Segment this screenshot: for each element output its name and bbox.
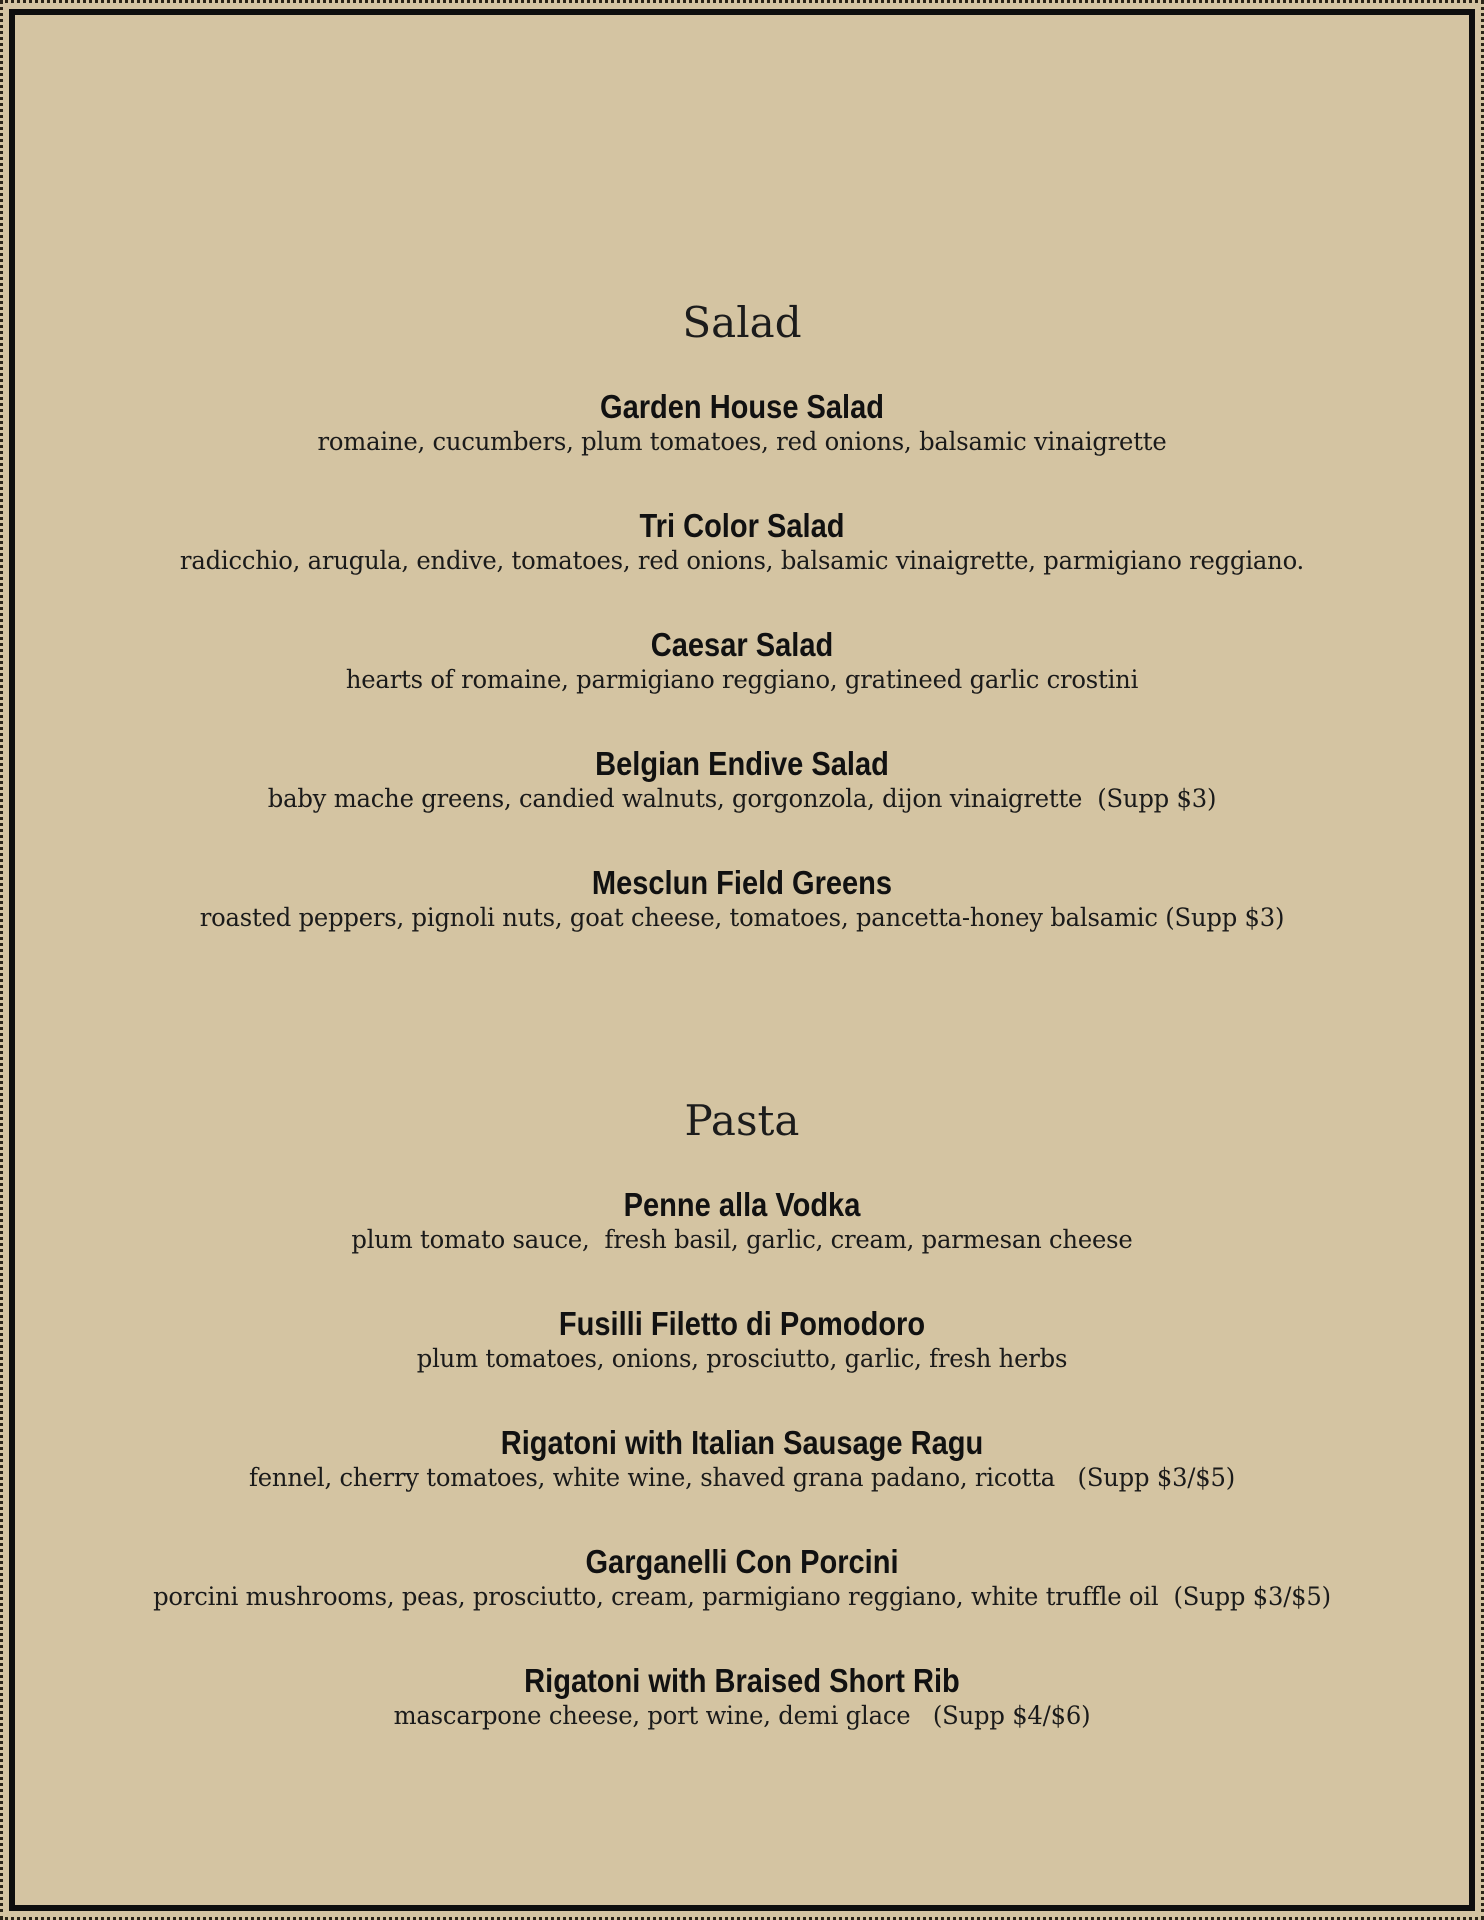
item-description: plum tomato sauce, fresh basil, garlic, cream, parmesan cheese bbox=[351, 1225, 1133, 1254]
item-name: Fusilli Filetto di Pomodoro bbox=[558, 1305, 926, 1342]
menu-item bbox=[0, 1187, 1484, 1306]
item-name: Rigatoni with Braised Short Rib bbox=[524, 1662, 960, 1699]
item-name: Belgian Endive Salad bbox=[595, 745, 889, 782]
item-description: radicchio, arugula, endive, tomatoes, red onions, balsamic vinaigrette, parmigiano reggiano. bbox=[179, 546, 1305, 575]
section-salad bbox=[0, 295, 1484, 984]
menu-items bbox=[0, 1187, 1484, 1782]
item-name: Tri Color Salad bbox=[639, 507, 845, 544]
item-description: baby mache greens, candied walnuts, gorgonzola, dijon vinaigrette (Supp $3) bbox=[267, 784, 1217, 813]
item-description: fennel, cherry tomatoes, white wine, shaved grana padano, ricotta (Supp $3/$5) bbox=[248, 1463, 1236, 1492]
menu-item bbox=[0, 508, 1484, 627]
item-name: Caesar Salad bbox=[650, 626, 834, 663]
section-pasta bbox=[0, 1093, 1484, 1782]
menu-item bbox=[0, 389, 1484, 508]
section-title: Salad bbox=[682, 298, 802, 347]
item-description: plum tomatoes, onions, prosciutto, garlic, fresh herbs bbox=[416, 1344, 1068, 1373]
item-description: porcini mushrooms, peas, prosciutto, cream, parmigiano reggiano, white truffle oil (Supp $3/$5) bbox=[153, 1582, 1331, 1611]
menu-item bbox=[0, 1306, 1484, 1425]
item-name: Mesclun Field Greens bbox=[591, 864, 893, 901]
menu-item bbox=[0, 627, 1484, 746]
item-description: mascarpone cheese, port wine, demi glace (Supp $4/$6) bbox=[393, 1701, 1091, 1730]
item-description: hearts of romaine, parmigiano reggiano, gratineed garlic crostini bbox=[345, 665, 1139, 694]
menu-item bbox=[0, 746, 1484, 865]
item-description: romaine, cucumbers, plum tomatoes, red onions, balsamic vinaigrette bbox=[317, 427, 1167, 456]
item-name: Garden House Salad bbox=[599, 388, 885, 425]
section-title: Pasta bbox=[684, 1096, 800, 1145]
menu-item bbox=[0, 1544, 1484, 1663]
menu-item bbox=[0, 1663, 1484, 1782]
menu-items bbox=[0, 389, 1484, 984]
item-name: Penne alla Vodka bbox=[623, 1186, 861, 1223]
menu-item bbox=[0, 1425, 1484, 1544]
item-description: roasted peppers, pignoli nuts, goat cheese, tomatoes, pancetta-honey balsamic (Supp $3) bbox=[199, 903, 1285, 932]
menu-item bbox=[0, 865, 1484, 984]
item-name: Rigatoni with Italian Sausage Ragu bbox=[500, 1424, 984, 1461]
item-name: Garganelli Con Porcini bbox=[585, 1543, 899, 1580]
